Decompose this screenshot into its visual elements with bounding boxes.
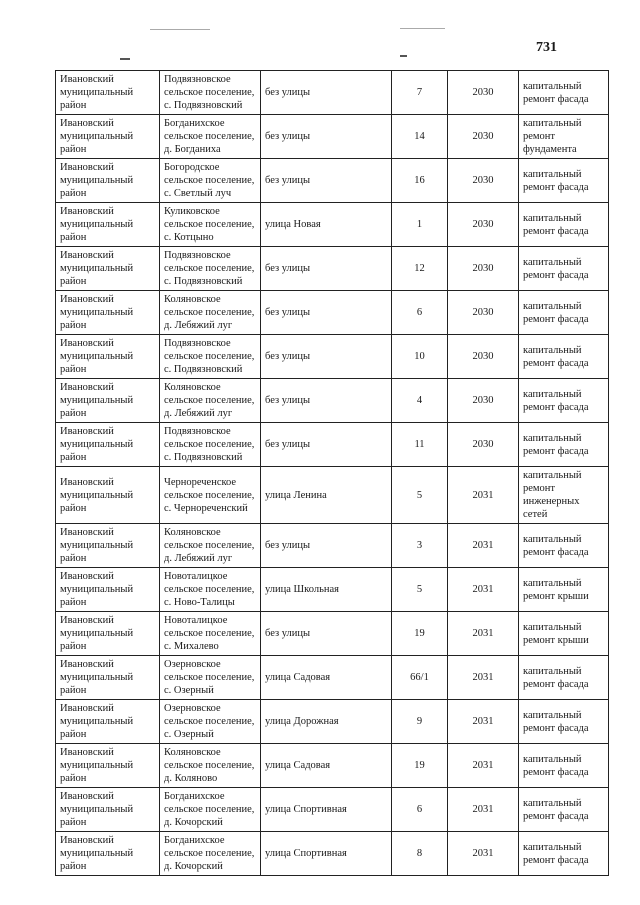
settlement-cell: Богданихское сельское поселение, д. Кочорский [160, 788, 261, 832]
page-number: 731 [536, 40, 557, 55]
scan-mark [400, 55, 407, 57]
table-row [56, 744, 609, 788]
table-row [56, 568, 609, 612]
house-number-cell: 16 [392, 159, 448, 203]
house-number-cell: 5 [392, 568, 448, 612]
district-cell: Ивановский муниципальный район [56, 71, 160, 115]
table-row [56, 159, 609, 203]
house-number-cell: 9 [392, 700, 448, 744]
district-cell: Ивановский муниципальный район [56, 524, 160, 568]
settlement-cell: Коляновское сельское поселение, д. Лебяжий луг [160, 291, 261, 335]
table-row [56, 71, 609, 115]
district-cell: Ивановский муниципальный район [56, 467, 160, 524]
house-number-cell: 4 [392, 379, 448, 423]
table-row [56, 423, 609, 467]
table-row [56, 203, 609, 247]
district-cell: Ивановский муниципальный район [56, 379, 160, 423]
work-type-cell: капитальный ремонт фасада [519, 159, 609, 203]
street-cell: без улицы [261, 159, 392, 203]
settlement-cell: Богородское сельское поселение, с. Светлый луч [160, 159, 261, 203]
house-number-cell: 14 [392, 115, 448, 159]
house-number-cell: 66/1 [392, 656, 448, 700]
table-row [56, 700, 609, 744]
year-cell: 2031 [448, 612, 519, 656]
year-cell: 2031 [448, 788, 519, 832]
district-cell: Ивановский муниципальный район [56, 335, 160, 379]
district-cell: Ивановский муниципальный район [56, 568, 160, 612]
street-cell: без улицы [261, 335, 392, 379]
table-row [56, 524, 609, 568]
work-type-cell: капитальный ремонт фасада [519, 700, 609, 744]
street-cell: улица Ленина [261, 467, 392, 524]
work-type-cell: капитальный ремонт фасада [519, 335, 609, 379]
year-cell: 2031 [448, 524, 519, 568]
year-cell: 2031 [448, 656, 519, 700]
house-number-cell: 11 [392, 423, 448, 467]
house-number-cell: 10 [392, 335, 448, 379]
year-cell: 2031 [448, 568, 519, 612]
house-number-cell: 1 [392, 203, 448, 247]
year-cell: 2030 [448, 71, 519, 115]
work-type-cell: капитальный ремонт крыши [519, 612, 609, 656]
district-cell: Ивановский муниципальный район [56, 788, 160, 832]
year-cell: 2030 [448, 423, 519, 467]
district-cell: Ивановский муниципальный район [56, 744, 160, 788]
year-cell: 2030 [448, 115, 519, 159]
work-type-cell: капитальный ремонт фундамента [519, 115, 609, 159]
settlement-cell: Богданихское сельское поселение, д. Кочорский [160, 832, 261, 876]
year-cell: 2030 [448, 203, 519, 247]
street-cell: без улицы [261, 247, 392, 291]
table-body [56, 71, 609, 876]
table-row [56, 379, 609, 423]
house-number-cell: 12 [392, 247, 448, 291]
year-cell: 2031 [448, 700, 519, 744]
housing-repair-table [55, 70, 609, 876]
house-number-cell: 7 [392, 71, 448, 115]
street-cell: без улицы [261, 291, 392, 335]
street-cell: без улицы [261, 423, 392, 467]
house-number-cell: 3 [392, 524, 448, 568]
table-row [56, 247, 609, 291]
settlement-cell: Озерновское сельское поселение, с. Озерный [160, 700, 261, 744]
street-cell: улица Новая [261, 203, 392, 247]
scan-mark [150, 29, 210, 30]
settlement-cell: Куликовское сельское поселение, с. Котцыно [160, 203, 261, 247]
district-cell: Ивановский муниципальный район [56, 612, 160, 656]
work-type-cell: капитальный ремонт фасада [519, 656, 609, 700]
table-row [56, 115, 609, 159]
settlement-cell: Чернореченское сельское поселение, с. Чернореченский [160, 467, 261, 524]
settlement-cell: Подвязновское сельское поселение, с. Подвязновский [160, 71, 261, 115]
year-cell: 2030 [448, 335, 519, 379]
year-cell: 2031 [448, 832, 519, 876]
year-cell: 2030 [448, 247, 519, 291]
work-type-cell: капитальный ремонт фасада [519, 524, 609, 568]
house-number-cell: 6 [392, 788, 448, 832]
table-row [56, 612, 609, 656]
street-cell: улица Садовая [261, 744, 392, 788]
table-row [56, 467, 609, 524]
house-number-cell: 5 [392, 467, 448, 524]
table-row [56, 291, 609, 335]
street-cell: улица Спортивная [261, 832, 392, 876]
district-cell: Ивановский муниципальный район [56, 291, 160, 335]
district-cell: Ивановский муниципальный район [56, 656, 160, 700]
settlement-cell: Подвязновское сельское поселение, с. Подвязновский [160, 335, 261, 379]
year-cell: 2031 [448, 744, 519, 788]
district-cell: Ивановский муниципальный район [56, 115, 160, 159]
street-cell: без улицы [261, 115, 392, 159]
house-number-cell: 8 [392, 832, 448, 876]
street-cell: улица Спортивная [261, 788, 392, 832]
year-cell: 2030 [448, 291, 519, 335]
year-cell: 2030 [448, 159, 519, 203]
house-number-cell: 6 [392, 291, 448, 335]
house-number-cell: 19 [392, 612, 448, 656]
settlement-cell: Подвязновское сельское поселение, с. Подвязновский [160, 423, 261, 467]
year-cell: 2031 [448, 467, 519, 524]
work-type-cell: капитальный ремонт фасада [519, 379, 609, 423]
settlement-cell: Новоталицкое сельское поселение, с. Михалево [160, 612, 261, 656]
district-cell: Ивановский муниципальный район [56, 159, 160, 203]
street-cell: улица Школьная [261, 568, 392, 612]
work-type-cell: капитальный ремонт фасада [519, 744, 609, 788]
settlement-cell: Коляновское сельское поселение, д. Лебяжий луг [160, 524, 261, 568]
work-type-cell: капитальный ремонт фасада [519, 788, 609, 832]
street-cell: улица Садовая [261, 656, 392, 700]
district-cell: Ивановский муниципальный район [56, 700, 160, 744]
district-cell: Ивановский муниципальный район [56, 203, 160, 247]
work-type-cell: капитальный ремонт фасада [519, 247, 609, 291]
district-cell: Ивановский муниципальный район [56, 832, 160, 876]
table-row [56, 335, 609, 379]
settlement-cell: Коляновское сельское поселение, д. Коляново [160, 744, 261, 788]
settlement-cell: Новоталицкое сельское поселение, с. Ново-Талицы [160, 568, 261, 612]
work-type-cell: капитальный ремонт фасада [519, 71, 609, 115]
scan-mark [400, 28, 445, 29]
street-cell: улица Дорожная [261, 700, 392, 744]
scan-mark [120, 58, 130, 60]
street-cell: без улицы [261, 379, 392, 423]
street-cell: без улицы [261, 612, 392, 656]
work-type-cell: капитальный ремонт фасада [519, 832, 609, 876]
work-type-cell: капитальный ремонт инженерных сетей [519, 467, 609, 524]
street-cell: без улицы [261, 71, 392, 115]
work-type-cell: капитальный ремонт фасада [519, 291, 609, 335]
table-row [56, 832, 609, 876]
work-type-cell: капитальный ремонт фасада [519, 203, 609, 247]
table-row [56, 656, 609, 700]
house-number-cell: 19 [392, 744, 448, 788]
district-cell: Ивановский муниципальный район [56, 247, 160, 291]
table-row [56, 788, 609, 832]
work-type-cell: капитальный ремонт фасада [519, 423, 609, 467]
settlement-cell: Озерновское сельское поселение, с. Озерный [160, 656, 261, 700]
settlement-cell: Богданихское сельское поселение, д. Богданиха [160, 115, 261, 159]
settlement-cell: Подвязновское сельское поселение, с. Подвязновский [160, 247, 261, 291]
street-cell: без улицы [261, 524, 392, 568]
year-cell: 2030 [448, 379, 519, 423]
district-cell: Ивановский муниципальный район [56, 423, 160, 467]
settlement-cell: Коляновское сельское поселение, д. Лебяжий луг [160, 379, 261, 423]
work-type-cell: капитальный ремонт крыши [519, 568, 609, 612]
